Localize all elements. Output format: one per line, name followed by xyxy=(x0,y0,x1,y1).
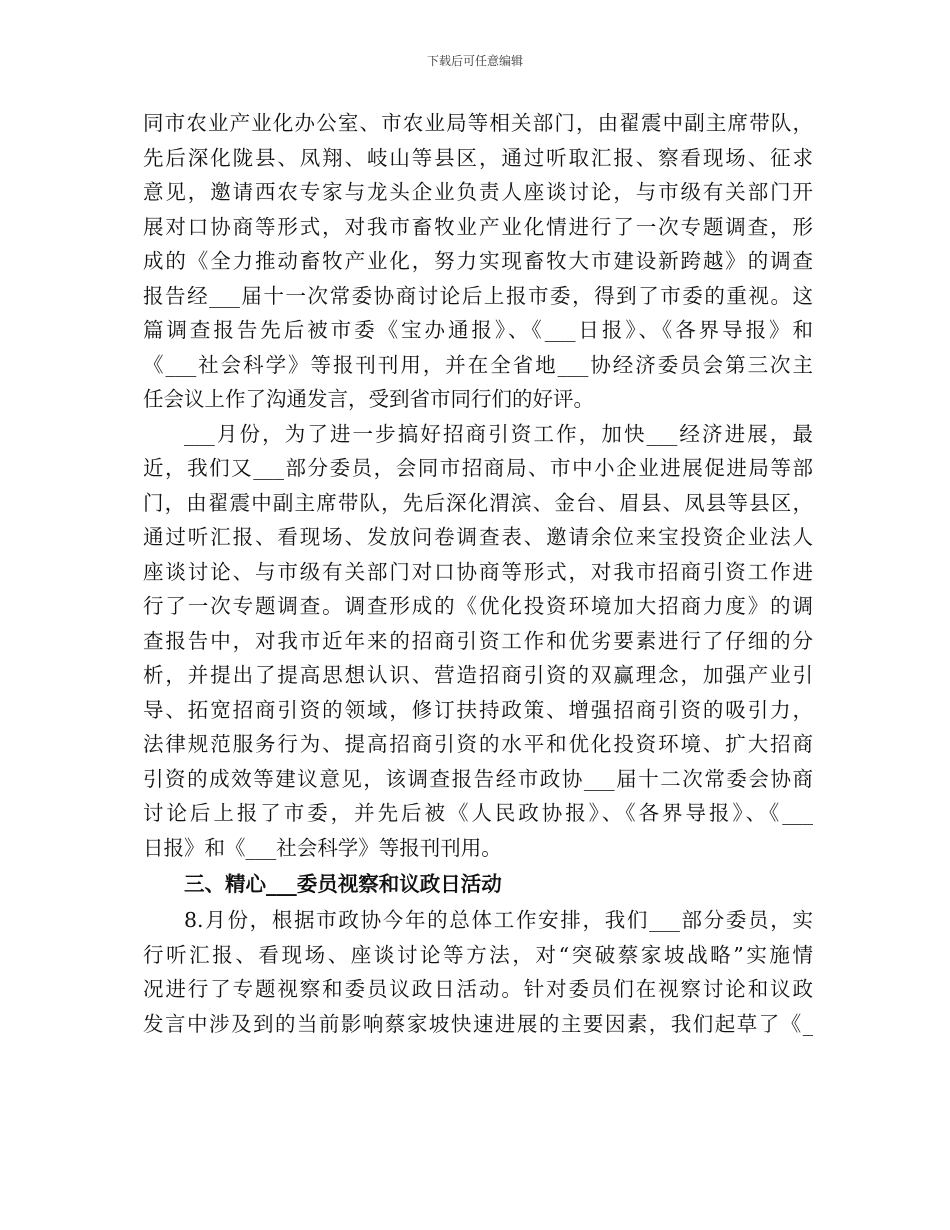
text-line: 8.月份，根据市政协今年的总体工作安排，我们___部分委员，实 xyxy=(184,908,813,932)
text-line: 先后深化陇县、凤翔、岐山等县区，通过听取汇报、察看现场、征求 xyxy=(143,145,813,170)
text-line: 行听汇报、看现场、座谈讨论等方法，对“突破蔡家坡战略”实施情 xyxy=(143,942,813,967)
text-line: 行了一次专题调查。调查形成的《优化投资环境加大招商力度》的调 xyxy=(143,594,813,618)
text-line: 析，并提出了提高思想认识、营造招商引资的双赢理念，加强产业引 xyxy=(143,663,813,687)
text-line: 法律规范服务行为、提高招商引资的水平和优化投资环境、扩大招商 xyxy=(143,732,813,756)
text-line: 讨论后上报了市委，并先后被《人民政协报》、《各界导报》、《___ xyxy=(143,801,813,825)
text-line: 展对口协商等形式，对我市畜牧业产业化情进行了一次专题调查，形 xyxy=(143,214,813,239)
section-heading: 三、精心___委员视察和议政日活动 xyxy=(184,872,502,896)
text-line: 查报告中，对我市近年来的招商引资工作和优劣要素进行了仔细的分 xyxy=(143,628,813,653)
paragraph-1 xyxy=(143,106,813,417)
text-line: 近，我们又___部分委员，会同市招商局、市中小企业进展促进局等部 xyxy=(143,456,813,480)
page-header: 下载后可任意编辑 xyxy=(426,54,523,68)
text-line: 篇调查报告先后被市委《宝办通报》、《___日报》、《各界导报》和 xyxy=(143,318,813,342)
text-line: 引资的成效等建议意见，该调查报告经市政协___届十二次常委会协商 xyxy=(143,766,813,791)
text-line: 日报》和《___社会科学》等报刊刊用。 xyxy=(143,835,502,860)
text-line: 座谈讨论、与市级有关部门对口协商等形式，对我市招商引资工作进 xyxy=(143,559,813,584)
text-line: 《___社会科学》等报刊刊用，并在全省地___协经济委员会第三次主 xyxy=(143,352,813,377)
text-line: 任会议上作了沟通发言，受到省市同行们的好评。 xyxy=(143,387,594,411)
text-line: 门，由翟震中副主席带队，先后深化渭滨、金台、眉县、凤县等县区， xyxy=(143,490,813,515)
text-line: 同市农业产业化办公室、市农业局等相关部门，由翟震中副主席带队， xyxy=(143,111,813,135)
text-line: 意见，邀请西农专家与龙头企业负责人座谈讨论，与市级有关部门开 xyxy=(143,180,813,204)
text-line: 报告经___届十一次常委协商讨论后上报市委，得到了市委的重视。这 xyxy=(143,283,813,308)
text-line: 况进行了专题视察和委员议政日活动。针对委员们在视察讨论和议政 xyxy=(143,977,813,1001)
document-body xyxy=(143,106,813,1041)
text-line: ___月份，为了进一步搞好招商引资工作，加快___经济进展，最 xyxy=(184,421,813,446)
text-line: 通过听汇报、看现场、发放问卷调查表、邀请余位来宝投资企业法人 xyxy=(143,525,813,549)
paragraph-2 xyxy=(143,417,813,866)
text-line: 成的《全力推动畜牧产业化，努力实现畜牧大市建设新跨越》的调查 xyxy=(143,249,813,273)
paragraph-3 xyxy=(143,903,813,1041)
text-line: 发言中涉及到的当前影响蔡家坡快速进展的主要因素，我们起草了《_ xyxy=(143,1011,813,1036)
text-line: 导、拓宽招商引资的领域，修订扶持政策、增强招商引资的吸引力， xyxy=(143,697,813,722)
